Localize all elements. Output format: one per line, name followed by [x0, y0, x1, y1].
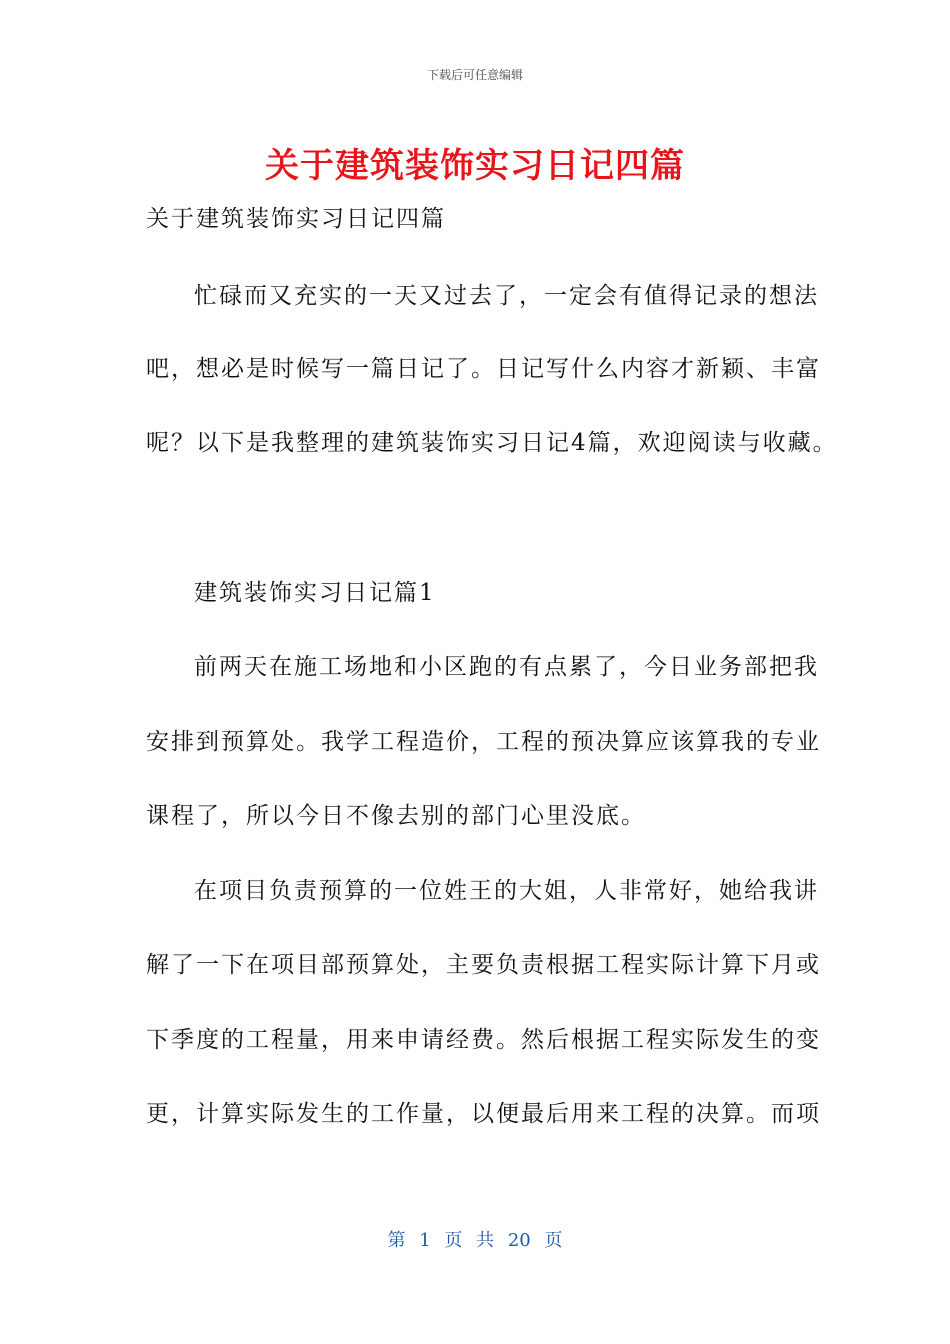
- paragraph-line: 安排到预算处。我学工程造价，工程的预决算应该算我的专业: [146, 729, 821, 755]
- paragraph-line: 解了一下在项目部预算处，主要负责根据工程实际计算下月或: [146, 952, 821, 978]
- document-subtitle: 关于建筑装饰实习日记四篇: [146, 206, 446, 232]
- paragraph-line: 呢？以下是我整理的建筑装饰实习日记4篇，欢迎阅读与收藏。: [146, 430, 838, 456]
- paragraph-line: 更，计算实际发生的工作量，以便最后用来工程的决算。而项: [146, 1101, 821, 1127]
- header-note: 下载后可任意编辑: [426, 68, 523, 82]
- paragraph-line: 忙碌而又充实的一天又过去了，一定会有值得记录的想法: [194, 283, 819, 309]
- section-heading: 建筑装饰实习日记篇1: [194, 580, 436, 606]
- paragraph-line: 课程了，所以今日不像去别的部门心里没底。: [146, 803, 646, 829]
- paragraph-line: 在项目负责预算的一位姓王的大姐，人非常好，她给我讲: [194, 878, 819, 904]
- document-title: 关于建筑装饰实习日记四篇: [265, 146, 685, 186]
- paragraph-line: 吧，想必是时候写一篇日记了。日记写什么内容才新颖、丰富: [146, 356, 821, 382]
- page-indicator: 第 1 页 共 20 页: [387, 1230, 563, 1251]
- paragraph-line: 下季度的工程量，用来申请经费。然后根据工程实际发生的变: [146, 1027, 821, 1053]
- paragraph-line: 前两天在施工场地和小区跑的有点累了，今日业务部把我: [194, 654, 819, 680]
